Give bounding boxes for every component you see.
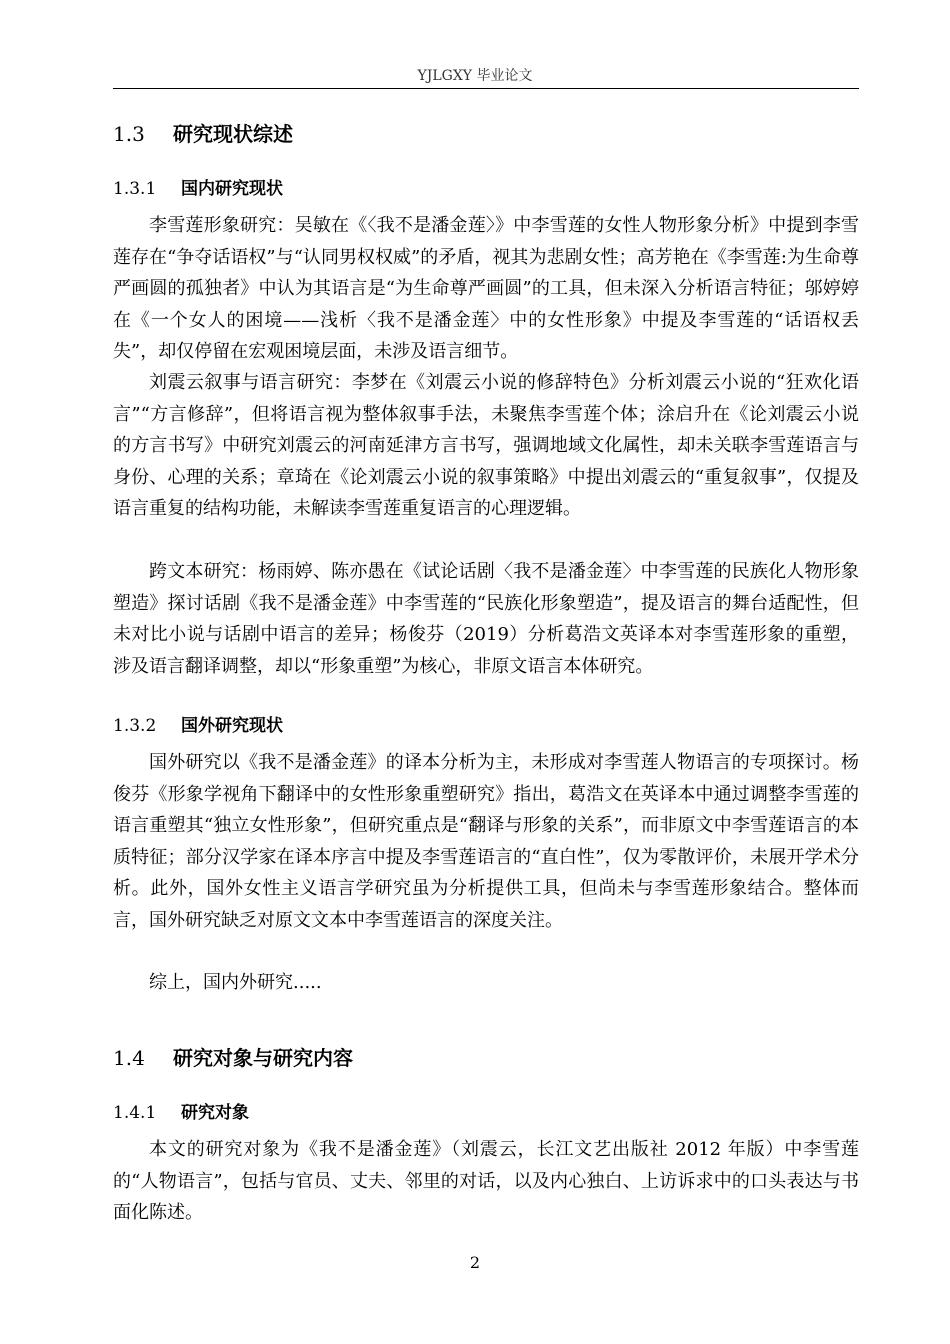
paragraph-xuelian-image-research: 李雪莲形象研究：吴敏在《〈我不是潘金莲〉》中李雪莲的女性人物形象分析》中提到李雪莲存在“争夺话语权”与“认同男权权威”的矛盾，视其为悲剧女性；高芳艳在《李雪莲:为生命尊严画圆的孤独者》中认为其语言是“为生命尊严画圆”的工具，但未深入分析语言特征；邬婷婷在《一个女人的困境——浅析〈我不是潘金莲〉中的女性形象》中提及李雪莲的“话语权丢失”，却仅停留在宏观困境层面，未涉及语言细节。	[113, 215, 859, 362]
subsection-heading-1-3-2	[113, 711, 283, 736]
section-number: 1.4	[113, 1046, 145, 1070]
paragraph-foreign-research: 国外研究以《我不是潘金莲》的译本分析为主，未形成对李雪莲人物语言的专项探讨。杨俊芬《形象学视角下翻译中的女性形象重塑研究》指出，葛浩文在英译本中通过调整李雪莲的语言重塑其“独立女性形象”，但研究重点是“翻译与形象的关系”，而非原文中李雪莲语言的本质特征；部分汉学家在译本序言中提及李雪莲语言的“直白性”，仅为零散评价，未展开学术分析。此外，国外女性主义语言学研究虽为分析提供工具，但尚未与李雪莲形象结合。整体而言，国外研究缺乏对原文文本中李雪莲语言的深度关注。	[113, 752, 859, 931]
paragraph-narrative-language-research: 刘震云叙事与语言研究：李梦在《刘震云小说的修辞特色》分析刘震云小说的“狂欢化语言”“方言修辞”，但将语言视为整体叙事手法，未聚焦李雪莲个体；涂启升在《论刘震云小说的方言书写》中研究刘震云的河南延津方言书写，强调地域文化属性，却未关联李雪莲语言与身份、心理的关系；章琦在《论刘震云小说的叙事策略》中提出刘震云的“重复叙事”，仅提及语言重复的结构功能，未解读李雪莲重复语言的心理逻辑。	[113, 372, 859, 519]
subsection-title: 研究对象	[181, 1103, 249, 1123]
section-heading-1-4	[113, 1042, 353, 1071]
header-rule	[113, 88, 859, 89]
subsection-heading-1-3-1	[113, 174, 283, 199]
subsection-number: 1.3.2	[113, 716, 157, 736]
page-number: 2	[469, 1253, 481, 1272]
subsection-number: 1.4.1	[113, 1103, 157, 1123]
section-number: 1.3	[113, 122, 145, 146]
running-header: YJLGXY 毕业论文	[417, 68, 533, 84]
subsection-title: 国内研究现状	[181, 179, 283, 199]
subsection-heading-1-4-1	[113, 1098, 249, 1123]
paragraph-research-object: 本文的研究对象为《我不是潘金莲》（刘震云，长江文艺出版社 2012 年版）中李雪莲的“人物语言”，包括与官员、丈夫、邻里的对话，以及内心独白、上访诉求中的口头表达与书面化陈述。	[113, 1139, 859, 1223]
section-title: 研究对象与研究内容	[173, 1046, 353, 1070]
paragraph-summary: 综上，国内外研究.....	[149, 972, 322, 993]
subsection-title: 国外研究现状	[181, 716, 283, 736]
section-title: 研究现状综述	[173, 122, 293, 146]
paragraph-cross-text-research: 跨文本研究：杨雨婷、陈亦愚在《试论话剧〈我不是潘金莲〉中李雪莲的民族化人物形象塑造》探讨话剧《我不是潘金莲》中李雪莲的“民族化形象塑造”，提及语言的舞台适配性，但未对比小说与话剧中语言的差异；杨俊芬（2019）分析葛浩文英译本对李雪莲形象的重塑，涉及语言翻译调整，却以“形象重塑”为核心，非原文语言本体研究。	[113, 561, 859, 677]
subsection-number: 1.3.1	[113, 179, 157, 199]
section-heading-1-3	[113, 118, 293, 147]
